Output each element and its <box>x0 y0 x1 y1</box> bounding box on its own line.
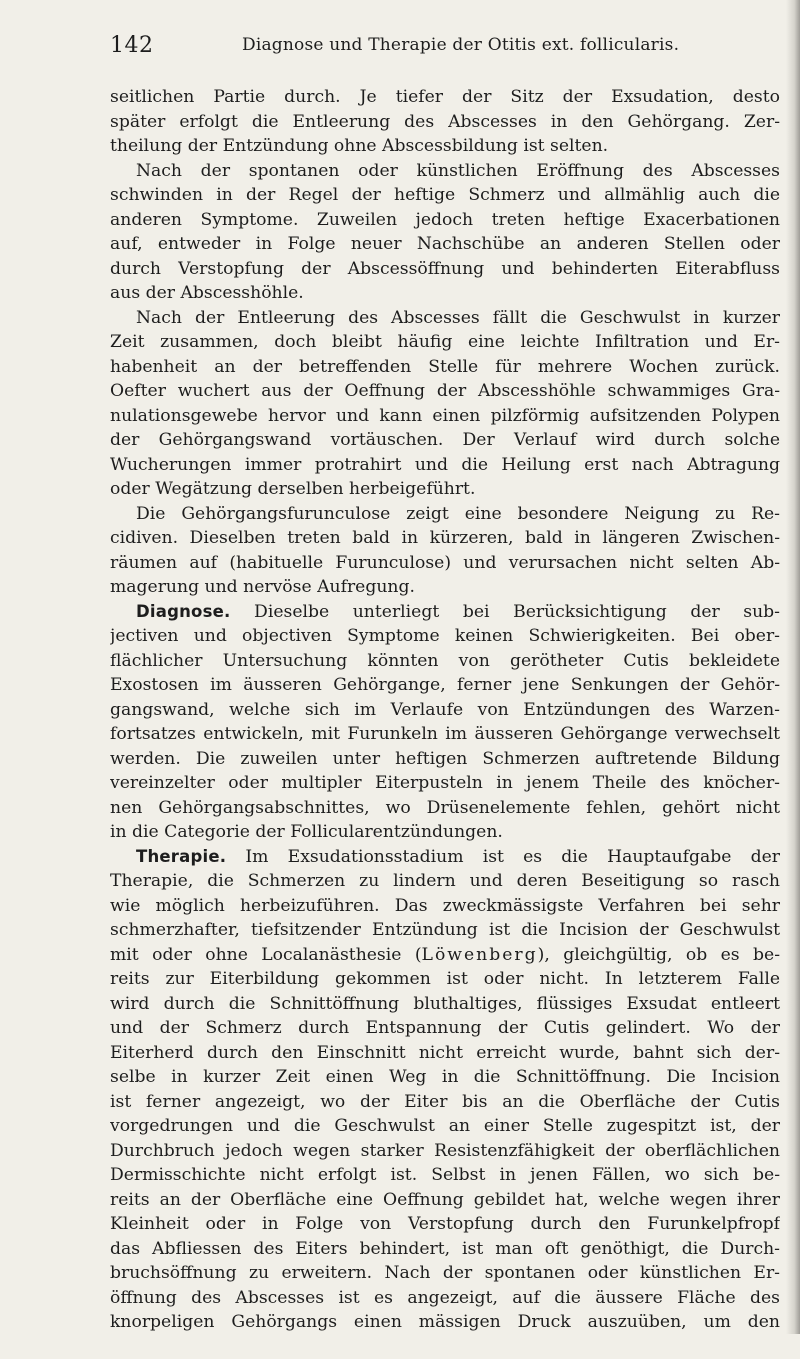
text-line: nulationsgewebe hervor und kann einen pilzförmig aufsitzenden Polypen <box>110 404 780 429</box>
text-line: später erfolgt die Entleerung des Abscesses in den Gehörgang. Zer- <box>110 110 780 135</box>
text-line: und der Schmerz durch Entspannung der Cutis gelindert. Wo der <box>110 1016 780 1041</box>
text-line: flächlicher Untersuchung könnten von gerötheter Cutis bekleidete <box>110 649 780 674</box>
author-name-loewenberg: Löwenberg <box>422 945 538 965</box>
page-edge-shadow <box>786 0 800 1334</box>
text-line: schmerzhafter, tiefsitzender Entzündung ist die Incision der Geschwulst <box>110 918 780 943</box>
text-line: durch Verstopfung der Abscessöffnung und behinderten Eiterabfluss <box>110 257 780 282</box>
text-line: Wucherungen immer protrahirt und die Heilung erst nach Abtragung <box>110 453 780 478</box>
section-heading-diagnose: Diagnose. <box>136 602 230 621</box>
text-line <box>110 600 780 625</box>
text-line: Kleinheit oder in Folge von Verstopfung durch den Furunkelpfropf <box>110 1212 780 1237</box>
text-line: werden. Die zuweilen unter heftigen Schmerzen auftretende Bildung <box>110 747 780 772</box>
text-line <box>110 1335 780 1359</box>
text-line <box>110 943 780 968</box>
page-header <box>110 33 780 63</box>
text-line: in die Categorie der Follicularentzündungen. <box>110 820 780 845</box>
text-line: Oefter wuchert aus der Oeffnung der Abscesshöhle schwammiges Gra- <box>110 379 780 404</box>
text-line: reits zur Eiterbildung gekommen ist oder nicht. In letzterem Falle <box>110 967 780 992</box>
text-line: Nach der spontanen oder künstlichen Eröffnung des Abscesses <box>110 159 780 184</box>
text-line: Therapie, die Schmerzen zu lindern und deren Beseitigung so rasch <box>110 869 780 894</box>
text-segment: ), gleichgültig, ob es be- <box>538 945 780 965</box>
running-head: Diagnose und Therapie der Otitis ext. follicularis. <box>242 35 679 55</box>
text-segment: Im Exsudationsstadium ist es die Hauptaufgabe der <box>245 847 780 867</box>
text-line: jectiven und objectiven Symptome keinen Schwierigkeiten. Bei ober- <box>110 624 780 649</box>
text-line: aus der Abscesshöhle. <box>110 281 780 306</box>
text-line: vereinzelter oder multipler Eiterpusteln in jenem Theile des knöcher- <box>110 771 780 796</box>
text-line: seitlichen Partie durch. Je tiefer der Sitz der Exsudation, desto <box>110 85 780 110</box>
text-line: auf, entweder in Folge neuer Nachschübe an anderen Stellen oder <box>110 232 780 257</box>
text-line: öffnung des Abscesses ist es angezeigt, auf die äussere Fläche des <box>110 1286 780 1311</box>
section-heading-therapie: Therapie. <box>136 847 226 866</box>
text-line: ist ferner angezeigt, wo der Eiter bis an die Oberfläche der Cutis <box>110 1090 780 1115</box>
text-line: cidiven. Dieselben treten bald in kürzeren, bald in längeren Zwischen- <box>110 526 780 551</box>
text-line: räumen auf (habituelle Furunculose) und verursachen nicht selten Ab- <box>110 551 780 576</box>
text-line <box>110 845 780 870</box>
text-line: habenheit an der betreffenden Stelle für mehrere Wochen zurück. <box>110 355 780 380</box>
page-number: 142 <box>110 33 154 58</box>
text-segment: Dieselbe unterliegt bei Berücksichtigung der sub- <box>254 602 780 622</box>
body-text <box>110 85 780 1359</box>
text-line: Exostosen im äusseren Gehörgange, ferner jene Senkungen der Gehör- <box>110 673 780 698</box>
text-line: oder Wegätzung derselben herbeigeführt. <box>110 477 780 502</box>
text-line: schwinden in der Regel der heftige Schmerz und allmählig auch die <box>110 183 780 208</box>
text-line: Dermisschichte nicht erfolgt ist. Selbst in jenen Fällen, wo sich be- <box>110 1163 780 1188</box>
text-line: wird durch die Schnittöffnung bluthaltiges, flüssiges Exsudat entleert <box>110 992 780 1017</box>
text-line: Zeit zusammen, doch bleibt häufig eine leichte Infiltration und Er- <box>110 330 780 355</box>
text-line: gangswand, welche sich im Verlaufe von Entzündungen des Warzen- <box>110 698 780 723</box>
text-line: der Gehörgangswand vortäuschen. Der Verlauf wird durch solche <box>110 428 780 453</box>
text-line: theilung der Entzündung ohne Abscessbildung ist selten. <box>110 134 780 159</box>
text-line: Durchbruch jedoch wegen starker Resistenzfähigkeit der oberflächlichen <box>110 1139 780 1164</box>
text-line: Eiterherd durch den Einschnitt nicht erreicht wurde, bahnt sich der- <box>110 1041 780 1066</box>
text-line: knorpeligen Gehörgangs einen mässigen Druck auszuüben, um den <box>110 1310 780 1335</box>
text-line: wie möglich herbeizuführen. Das zweckmässigste Verfahren bei sehr <box>110 894 780 919</box>
text-line: magerung und nervöse Aufregung. <box>110 575 780 600</box>
text-line: selbe in kurzer Zeit einen Weg in die Schnittöffnung. Die Incision <box>110 1065 780 1090</box>
text-line: reits an der Oberfläche eine Oeffnung gebildet hat, welche wegen ihrer <box>110 1188 780 1213</box>
text-line: bruchsöffnung zu erweitern. Nach der spontanen oder künstlichen Er- <box>110 1261 780 1286</box>
text-line: vorgedrungen und die Geschwulst an einer Stelle zugespitzt ist, der <box>110 1114 780 1139</box>
text-line: Nach der Entleerung des Abscesses fällt die Geschwulst in kurzer <box>110 306 780 331</box>
text-line: anderen Symptome. Zuweilen jedoch treten heftige Exacerbationen <box>110 208 780 233</box>
text-line: Die Gehörgangsfurunculose zeigt eine besondere Neigung zu Re- <box>110 502 780 527</box>
text-line: nen Gehörgangsabschnittes, wo Drüsenelemente fehlen, gehört nicht <box>110 796 780 821</box>
text-segment: mit oder ohne Localanästhesie ( <box>110 945 422 965</box>
text-line: fortsatzes entwickeln, mit Furunkeln im äusseren Gehörgange verwechselt <box>110 722 780 747</box>
text-line: das Abfliessen des Eiters behindert, ist man oft genöthigt, die Durch- <box>110 1237 780 1262</box>
